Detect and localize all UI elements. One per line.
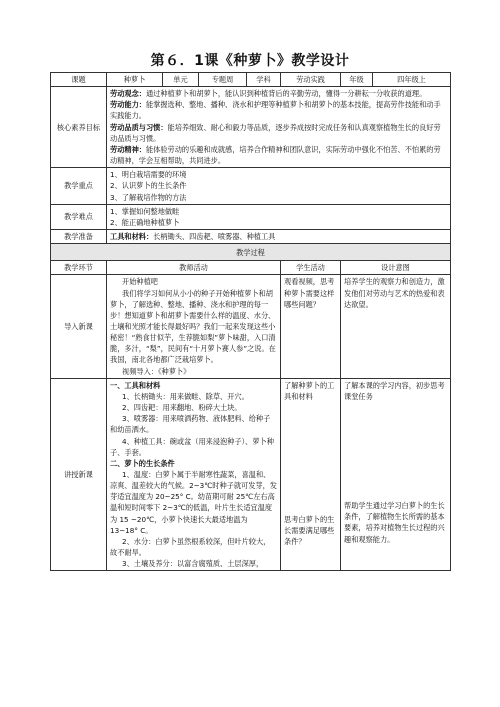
section-heading: 一、工具和材料 xyxy=(110,380,161,390)
literacy-item: 劳动观念：通过种植萝卜和胡萝卜，能认识到种植背后的辛勤劳动，懂得一分耕耘一分收获的道理。 xyxy=(110,89,427,99)
lesson-plan-table xyxy=(50,72,451,571)
preparation-label: 教学准备 xyxy=(51,230,107,244)
literacy-item: 劳动能力：能掌握选种、整地、播种、浇水和护理等种植萝卜和胡萝卜的基本技能，提高劳作技能和动手实践能力。 xyxy=(110,100,441,121)
process-title: 教学过程 xyxy=(51,244,451,261)
literacy-row xyxy=(51,87,451,168)
label-xueke: 学科 xyxy=(247,73,281,87)
document-title: 第６．1课《种萝卜》教学设计 xyxy=(150,53,350,69)
tool-item: 4、种植工具：碗或盆（用来浸泡种子）、萝卜种子、手套。 xyxy=(110,436,274,457)
info-row xyxy=(51,73,451,87)
col-intent: 设计意图 xyxy=(341,261,451,275)
tool-item: 3、喷雾器：用来喷洒药物、液体肥料、给种子和幼苗洒水。 xyxy=(110,414,271,435)
tool-item: 1、长柄锄头：用来做畦、除草、开穴。 xyxy=(122,391,249,401)
label-keti: 课题 xyxy=(51,73,107,87)
condition-item: 1、温度：白萝卜属于半耐寒性蔬菜，喜温和、凉爽、温差较大的气候。2~3℃时种子就可发芽，发芽适宜温度为 20~25° C。幼苗期可耐 25℃左右高温和短时间零下 2~3℃的低温，叶片生长适宜温度为 15 ~20℃，小萝卜快速长大最适地温为 13~18° C。 xyxy=(110,470,277,535)
design-intent: 帮助学生通过学习白萝卜的生长条件，了解植物生长所需的基本要素，培养对植物生长过程的兴趣和观察能力。 xyxy=(344,501,445,544)
student-activity: 思考白萝卜的生长需要满足哪些条件？ xyxy=(284,515,335,547)
intro-paragraph: 开始种植吧 xyxy=(122,277,158,287)
condition-item: 2、水分：白萝卜虽然根系较深，但叶片较大，故不耐旱。 xyxy=(110,536,271,558)
new-lesson-row xyxy=(51,378,451,571)
new-lesson-intent xyxy=(341,378,451,571)
key-points-content xyxy=(107,168,451,204)
intro-intent: 培养学生的观察力和创造力，激发他们对劳动与艺术的热爱和表达欲望。 xyxy=(341,275,451,378)
section-heading: 二、萝卜的生长条件 xyxy=(110,458,175,468)
process-header-row xyxy=(51,261,451,275)
key-point-item: 3、了解栽培作物的方法 xyxy=(110,192,187,202)
value-keti: 种萝卜 xyxy=(107,73,163,87)
literacy-item: 劳动精神：能体验劳动的乐趣和成就感，培养合作精神和团队意识，实际劳动中强化不怕苦、不怕累的劳动精神，学会互相帮助，共同进步。 xyxy=(110,144,441,166)
key-point-item: 1、明白栽培需要的环境 xyxy=(110,170,187,180)
label-nianji: 年级 xyxy=(341,73,373,87)
literacy-label: 核心素养目标 xyxy=(51,87,107,168)
process-title-row xyxy=(51,244,451,261)
intro-paragraph: 我们将学习如何从小小的种子开始种植萝卜和胡萝卜，了解选种、整地、播种、浇水和护理的每一步！想知道萝卜和胡萝卜需要什么样的温度、水分、土壤和光照才能长得最好吗？我们一起来发现这些小秘密！“熟食甘似芋，生荐脆如梨”萝卜味甜，入口清脆，多汁，“梨”，民间有“十月萝卜赛人参”之说。在我国，南北各地都广泛栽培萝卜。 xyxy=(110,288,276,365)
intro-teacher xyxy=(107,275,281,378)
condition-item: 3、土壤及养分：以富含腐殖质、土层深厚， xyxy=(122,559,264,569)
intro-student: 观看视频，思考种萝卜需要这样哪些问题？ xyxy=(281,275,341,378)
preparation-content: 工具和材料：长柄锄头、四齿耙、喷雾器、种植工具 xyxy=(107,230,451,244)
new-lesson-student xyxy=(281,378,341,571)
col-teacher: 教师活动 xyxy=(107,261,281,275)
col-student: 学生活动 xyxy=(281,261,341,275)
difficulty-item: 2、能正确地种植萝卜 xyxy=(110,217,180,227)
tool-item: 2、四齿耙：用来翻地、粉碎大土块。 xyxy=(122,403,242,413)
label-danyuan: 单元 xyxy=(163,73,199,87)
value-danyuan: 专题周 xyxy=(199,73,247,87)
difficulty-item: 1、掌握如何整地做畦 xyxy=(110,206,180,216)
intro-stage: 导入新课 xyxy=(51,275,107,378)
key-point-item: 2、认识萝卜的生长条件 xyxy=(110,181,187,191)
key-points-row xyxy=(51,168,451,204)
key-points-label: 教学重点 xyxy=(51,168,107,204)
new-lesson-stage: 讲授新课 xyxy=(51,378,107,571)
difficulties-label: 教学难点 xyxy=(51,204,107,229)
preparation-row xyxy=(51,230,451,244)
difficulties-content xyxy=(107,204,451,229)
value-xueke: 劳动实践 xyxy=(281,73,341,87)
col-stage: 教学环节 xyxy=(51,261,107,275)
new-lesson-teacher xyxy=(107,378,281,571)
intro-row xyxy=(51,275,451,378)
student-activity: 了解种萝卜的工具和材料 xyxy=(284,380,335,401)
literacy-content xyxy=(107,87,451,168)
literacy-item: 劳动品质与习惯：能培养细致、耐心和毅力等品质，逐步养成按时完成任务和认真观察植物生长的良好劳动品质与习惯。 xyxy=(110,122,441,143)
value-nianji: 四年级上 xyxy=(373,73,451,87)
design-intent: 了解本课的学习内容，初步思考课堂任务 xyxy=(344,380,445,401)
intro-paragraph: 视频导入：《种萝卜》 xyxy=(122,366,191,376)
difficulties-row xyxy=(51,204,451,229)
